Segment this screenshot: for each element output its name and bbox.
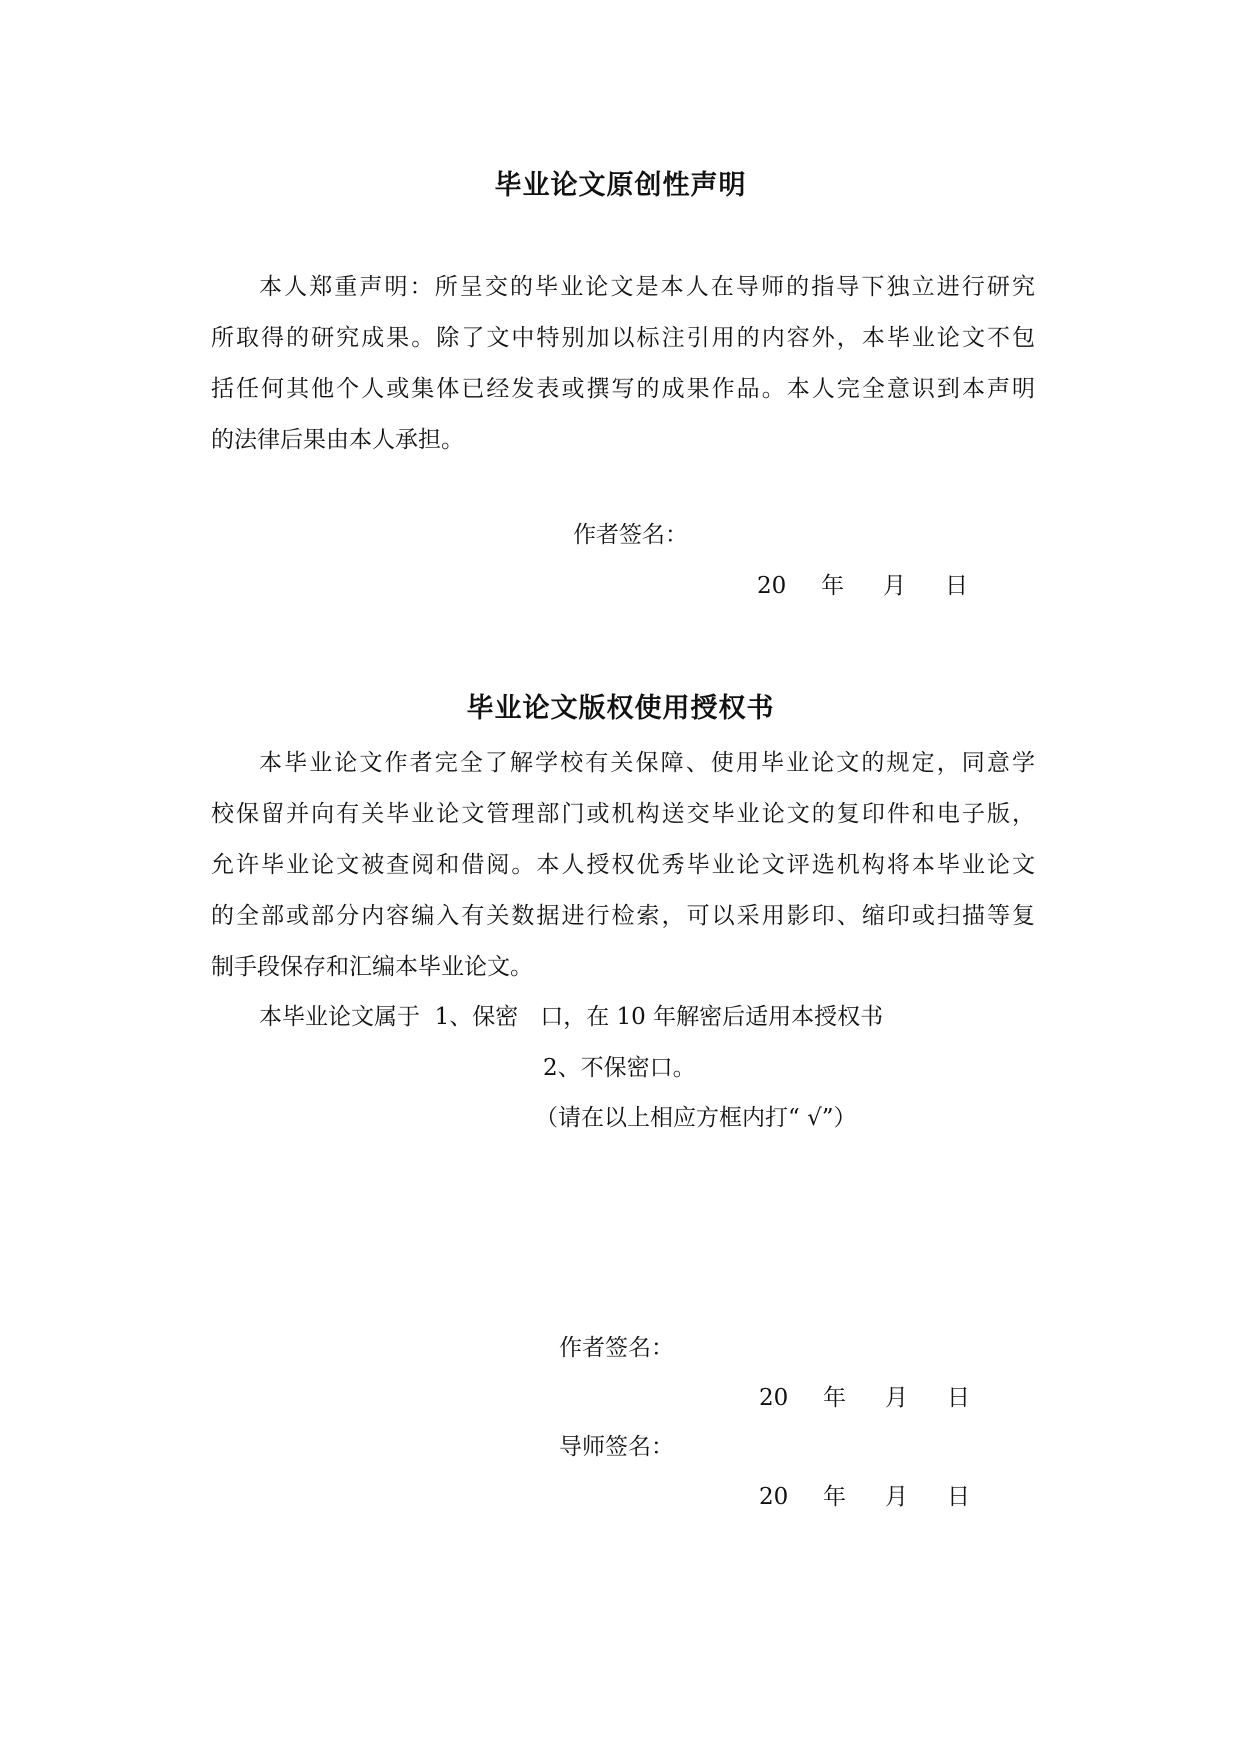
date-month: 月	[885, 1484, 908, 1510]
declaration-date	[757, 569, 968, 603]
date-year: 年	[823, 1484, 846, 1510]
date-year: 年	[821, 573, 844, 599]
date-year-prefix: 20	[759, 1385, 789, 1411]
authorization-title: 毕业论文版权使用授权书	[466, 693, 775, 724]
declaration-line-2: 所取得的研究成果。除了文中特别加以标注引用的内容外，本毕业论文不包	[211, 325, 1035, 351]
authorization-line-4: 的全部或部分内容编入有关数据进行检索，可以采用影印、缩印或扫描等复	[211, 903, 1035, 929]
author-signature-label: 作者签名：	[559, 1335, 674, 1361]
authorization-line-5: 制手段保存和汇编本毕业论文。	[211, 954, 533, 980]
date-month: 月	[885, 1385, 908, 1411]
declaration-line-1: 本人郑重声明：所呈交的毕业论文是本人在导师的指导下独立进行研究	[259, 274, 1035, 300]
date-month: 月	[883, 573, 906, 599]
date-year: 年	[823, 1385, 846, 1411]
authorization-line-3: 允许毕业论文被查阅和借阅。本人授权优秀毕业论文评选机构将本毕业论文	[211, 852, 1035, 878]
date-year-prefix: 20	[757, 573, 787, 599]
checkbox-instruction: （请在以上相应方框内打“ √”）	[535, 1105, 857, 1131]
date-day: 日	[947, 1385, 970, 1411]
authorization-line-1: 本毕业论文作者完全了解学校有关保障、使用毕业论文的规定，同意学	[259, 750, 1035, 776]
declaration-line-3: 括任何其他个人或集体已经发表或撰写的成果作品。本人完全意识到本声明	[211, 376, 1035, 402]
date-day: 日	[945, 573, 968, 599]
advisor-sign-date	[759, 1480, 970, 1514]
confidentiality-option-2: 2、不保密口。	[543, 1055, 696, 1081]
declaration-signature-label: 作者签名：	[573, 522, 688, 548]
authorization-line-2: 校保留并向有关毕业论文管理部门或机构送交毕业论文的复印件和电子版，	[211, 801, 1035, 827]
advisor-signature-label: 导师签名：	[559, 1434, 674, 1460]
date-day: 日	[947, 1484, 970, 1510]
declaration-title: 毕业论文原创性声明	[494, 170, 747, 201]
confidentiality-option-1: 本毕业论文属于 1、保密 口，在 10 年解密后适用本授权书	[259, 1004, 884, 1030]
author-sign-date	[759, 1381, 970, 1415]
declaration-line-4: 的法律后果由本人承担。	[211, 427, 464, 453]
date-year-prefix: 20	[759, 1484, 789, 1510]
